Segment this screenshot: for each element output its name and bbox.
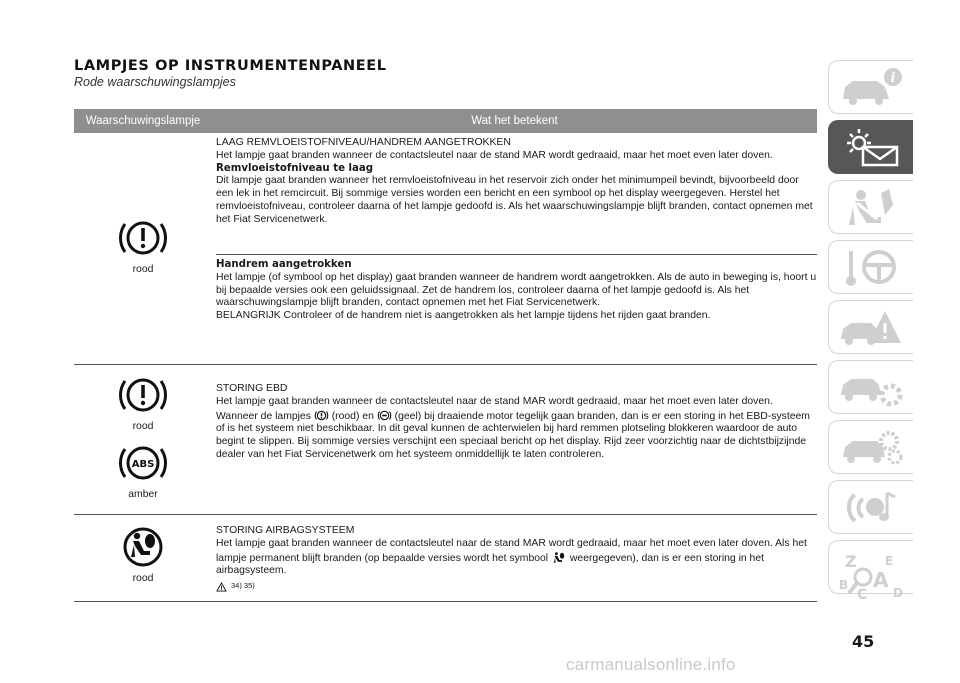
lamp-color-label: rood [132, 420, 154, 432]
breakdown-warning-icon [837, 305, 907, 351]
svg-text:B: B [839, 578, 849, 592]
tab-index[interactable] [828, 540, 913, 601]
tab-multimedia[interactable] [828, 480, 913, 534]
tab-warning-lights[interactable] [828, 120, 913, 174]
tab-car-info[interactable] [828, 60, 913, 114]
car-info-icon [837, 65, 907, 111]
meaning-text [216, 396, 817, 462]
tab-maintenance[interactable] [828, 360, 913, 414]
meaning-text-part: (geel) bij draaiende motor tegelijk gaan branden, dan is er een storing in het EBD-systeem of is het systeem niet beschikbaar. In dit geval kunnen de achterwielen bij hard remmen plotseling blokkeren waardoor de auto begint te slippen. Bij sommige versies verschijnt een speciaal bericht op het display. Rijd zeer voorzichtig naar de dichtstbijzijnde dealer van het Fiat Servicenetwerk om het systeem onmiddellijk te laten controleren. [216, 410, 810, 460]
tab-safety[interactable] [828, 180, 913, 234]
page-number: 45 [852, 632, 875, 651]
alphabetical-index-icon [837, 545, 907, 601]
airbag-icon [116, 524, 170, 570]
abs-icon [377, 409, 392, 422]
meaning-subtext: Het lampje (of symbool op het display) gaat branden wanneer de handrem wordt aangetrokken. Als de auto in beweging is, hoort u bij bepaalde versies ook een geluidssignaal. Zet de handrem los, controleer daarna of het lampje gedoofd is. Als het waarschuwingslampje blijft branden, contact opnemen met het Fiat Servicenetwerk. [216, 271, 817, 309]
svg-text:D: D [893, 586, 903, 600]
lamp-cell [74, 515, 212, 601]
table-header [74, 109, 817, 133]
tab-technical-data[interactable] [828, 420, 913, 474]
table-row [74, 133, 817, 365]
steering-wheel-key-icon [837, 245, 907, 291]
meaning-text: Het lampje gaat branden wanneer de contactsleutel naar de stand MAR wordt gedraaid, maar het moet even later doven. [216, 149, 773, 161]
meaning-text-part: Het lampje gaat branden wanneer de contactsleutel naar de stand MAR wordt gedraaid, maar het moet even later doven. Als het lampje permanent blijft branden (op bepaalde versies wordt het symbool [216, 537, 807, 564]
lamp-cell [74, 133, 212, 364]
lamp-color-label: rood [132, 573, 154, 585]
svg-text:ABS: ABS [131, 458, 155, 470]
seat-belt-safety-icon [837, 185, 907, 231]
meaning-cell [212, 133, 817, 364]
meaning-block [216, 133, 817, 254]
meaning-heading: STORING AIRBAGSYSTEEM [216, 525, 355, 536]
lamp-color-label: amber [128, 488, 158, 500]
meaning-cell [212, 515, 817, 601]
meaning-text-part: (rood) en [331, 410, 374, 422]
meaning-heading: STORING EBD [216, 383, 288, 394]
svg-text:Z: Z [845, 552, 857, 571]
multimedia-icon [837, 485, 907, 531]
watermark: carmanualsonline.info [566, 655, 736, 674]
meaning-block [216, 254, 817, 329]
brake-warning-icon [116, 372, 170, 418]
car-service-icon [837, 365, 907, 411]
tab-emergency[interactable] [828, 300, 913, 354]
footnote-row [216, 580, 817, 593]
meaning-text-part: Het lampje gaat branden wanneer de contactsleutel naar de stand MAR wordt gedraaid, maar het moet even later doven. Wanneer de lampjes [216, 395, 773, 422]
meaning-text [216, 538, 817, 578]
meaning-subtext: Dit lampje gaat branden wanneer het remvloeistofniveau in het reservoir zich onder het minimumpeil bevindt, bijvoorbeeld door een lek in het remcircuit. Bij sommige versies worden een bericht en een symbool op het display weergegeven. Herstel het remvloeistofniveau, controleer daarna of het lampje gedoofd is. Als het waarschuwingslampje blijft branden, contact opnemen met het Fiat Servicenetwerk. [216, 175, 813, 225]
table-row [74, 365, 817, 515]
table-row [74, 515, 817, 602]
svg-text:A: A [873, 568, 889, 592]
technical-data-icon [837, 425, 907, 471]
column-header-lamp: Waarschuwingslampje [85, 114, 201, 127]
warning-lights-table [74, 109, 817, 602]
tab-starting-driving[interactable] [828, 240, 913, 294]
warning-light-message-icon [837, 125, 907, 171]
meaning-subheading: Remvloeistofniveau te laag [216, 162, 374, 174]
meaning-cell [212, 365, 817, 514]
column-header-meaning: Wat het betekent [471, 114, 558, 127]
lamp-cell [74, 365, 212, 514]
lamp-color-label: rood [132, 263, 154, 275]
page-subtitle: Rode waarschuwingslampjes [74, 75, 236, 89]
svg-text:i: i [890, 71, 896, 86]
abs-icon [116, 440, 170, 486]
airbag-icon [551, 551, 567, 564]
page-title: LAMPJES OP INSTRUMENTENPANEEL [74, 58, 387, 74]
brake-warning-icon [116, 215, 170, 261]
meaning-note: BELANGRIJK Controleer of de handrem niet is aangetrokken als het lampje tijdens het rijden gaat branden. [216, 310, 711, 322]
meaning-text-part: weergegeven), dan is er een storing in het airbagsysteem. [216, 552, 764, 577]
meaning-subheading: Handrem aangetrokken [216, 259, 352, 270]
footnote-references[interactable]: 34) 35) [231, 581, 255, 591]
svg-text:C: C [857, 587, 868, 601]
warning-triangle-icon [216, 582, 227, 592]
svg-text:E: E [885, 554, 894, 568]
meaning-heading: LAAG REMVLOEISTOFNIVEAU/HANDREM AANGETROKKEN [216, 137, 511, 148]
brake-warning-icon [314, 409, 329, 422]
